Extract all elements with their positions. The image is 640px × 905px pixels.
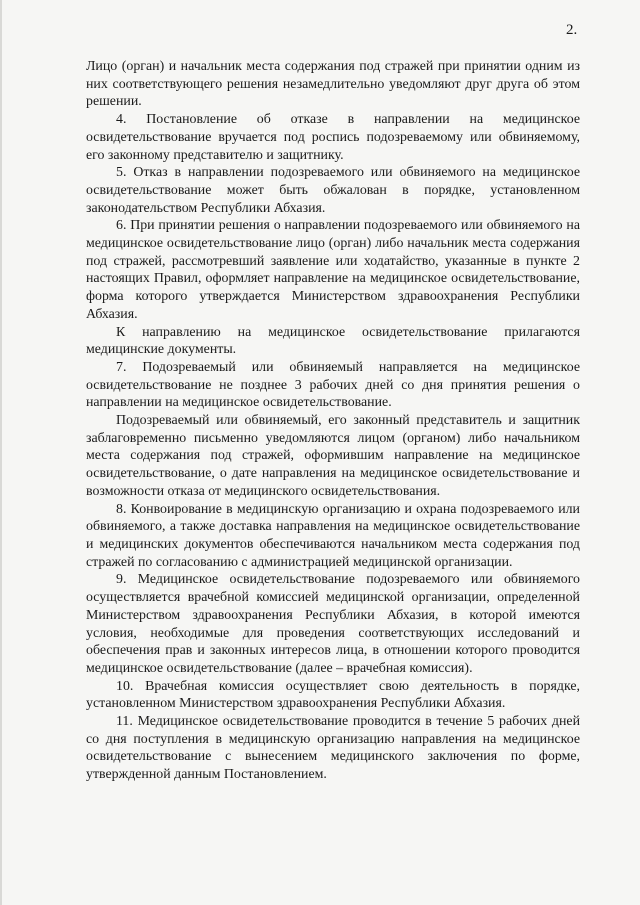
- paragraph-attachments: К направлению на медицинское освидетельствование прилагаются медицинские документы.: [86, 324, 580, 358]
- scan-edge: [0, 0, 2, 905]
- paragraph-item-10: 10. Врачебная комиссия осуществляет свою деятельность в порядке, установленном Министерством здравоохранения Республики Абхазия.: [86, 678, 580, 712]
- document-body: [86, 58, 580, 784]
- paragraph-notification: Подозреваемый или обвиняемый, его законный представитель и защитник заблаговременно письменно уведомляются лицом (органом) либо начальником места содержания под стражей, оформившим направление на медицинское освидетельствование, о дате направления на медицинское освидетельствование и возможности отказа от медицинского освидетельствования.: [86, 413, 580, 499]
- paragraph-continuation: Лицо (орган) и начальник места содержания под стражей при принятии одним из них соответствующего решения незамедлительно уведомляют друг друга об этом решении.: [86, 59, 580, 110]
- paragraph-item-7: 7. Подозреваемый или обвиняемый направляется на медицинское освидетельствование не позднее 3 рабочих дней со дня принятия решения о направлении на медицинское освидетельствование.: [86, 359, 580, 411]
- paragraph-item-6: 6. При принятии решения о направлении подозреваемого или обвиняемого на медицинское освидетельствование лицо (орган) либо начальник места содержания под стражей, рассмотревший заявление или ходатайство, указанные в пункте 2 настоящих Правил, оформляет направление на медицинское освидетельствование, форма которого утверждается Министерством здравоохранения Республики Абхазия.: [86, 218, 580, 322]
- paragraph-item-5: 5. Отказ в направлении подозреваемого или обвиняемого на медицинское освидетельствование может быть обжалован в порядке, установленном законодательством Республики Абхазия.: [86, 165, 580, 216]
- paragraph-item-9: 9. Медицинское освидетельствование подозреваемого или обвиняемого осуществляется врачебной комиссией медицинской организации, определенной Министерством здравоохранения Республики Абхазия, в которой имеются условия, необходимые для проведения соответствующих исследований и обеспечения прав и законных интересов лица, в отношении которого проводится медицинское освидетельствование (далее – врачебная комиссия).: [86, 572, 580, 676]
- paragraph-item-4: 4. Постановление об отказе в направлении на медицинское освидетельствование вручается под роспись подозреваемому или обвиняемому, его законному представителю и защитнику.: [86, 112, 580, 163]
- paragraph-item-8: 8. Конвоирование в медицинскую организацию и охрана подозреваемого или обвиняемого, а также доставка направления на медицинское освидетельствование и медицинских документов обеспечиваются начальником места содержания под стражей по согласованию с администрацией медицинской организации.: [86, 501, 580, 570]
- page-number: 2.: [566, 22, 578, 38]
- paragraph-item-11: 11. Медицинское освидетельствование проводится в течение 5 рабочих дней со дня поступления в медицинскую организацию направления на медицинское освидетельствование с вынесением медицинского заключения по форме, утвержденной данным Постановлением.: [86, 714, 580, 783]
